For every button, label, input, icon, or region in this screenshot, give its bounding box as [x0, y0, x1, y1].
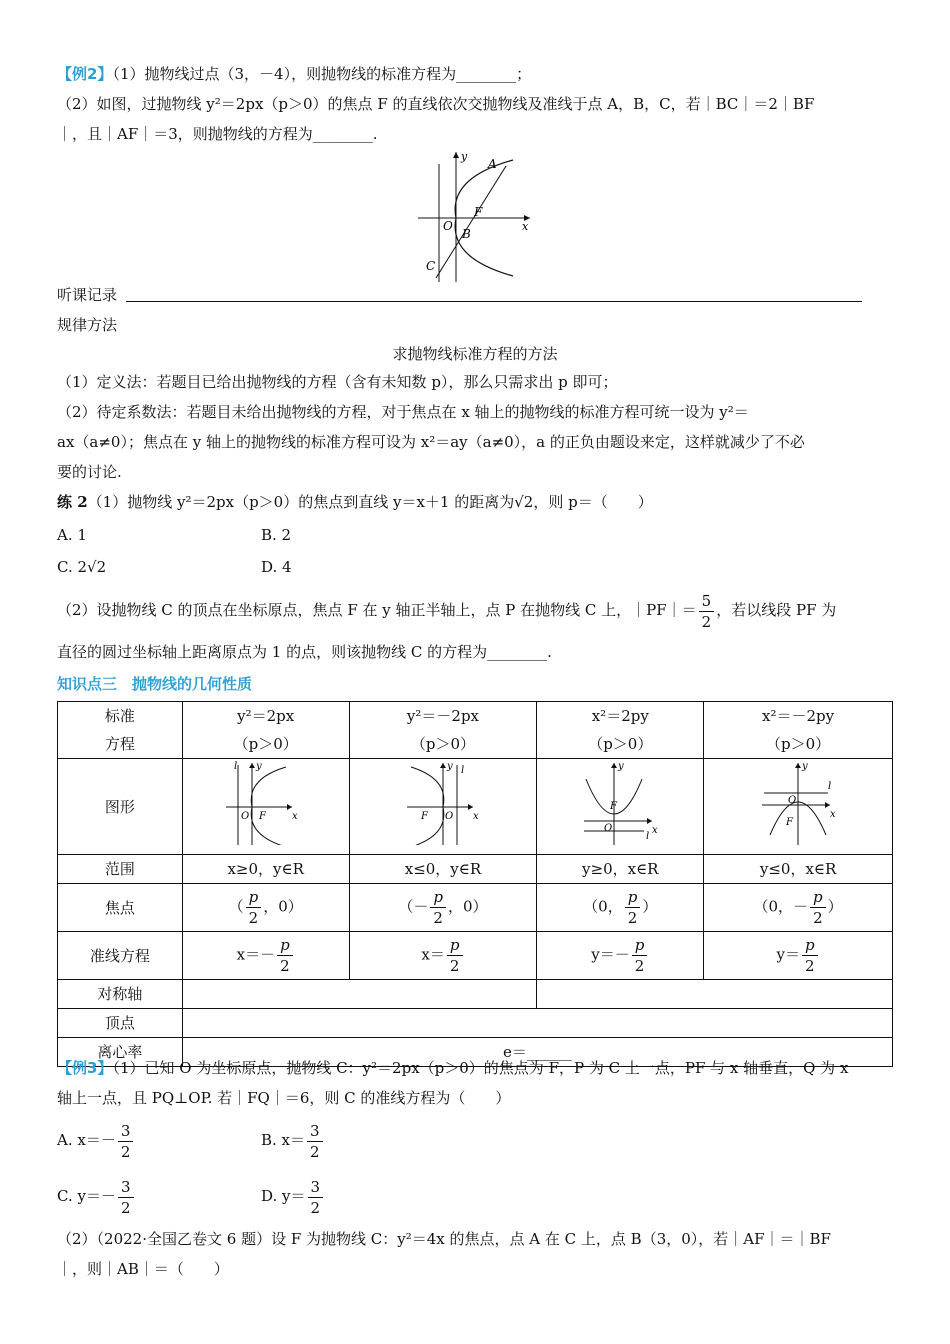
svg-text:y: y	[618, 761, 624, 772]
row-directrix	[58, 932, 893, 980]
ex2-q2-line1: （2）如图，过抛物线 y²＝2px（p＞0）的焦点 F 的直线依次交抛物线及准线于点 A，B，C，若｜BC｜＝2｜BF	[57, 95, 815, 113]
row-range	[58, 855, 893, 884]
svg-text:x: x	[652, 825, 658, 836]
graph-col3	[537, 759, 704, 855]
rules-line4: 要的讨论.	[57, 463, 122, 481]
graph-col2	[349, 759, 537, 855]
pr2-q1: （1）抛物线 y²＝2px（p＞0）的焦点到直线 y＝x＋1 的距离为√2，则 p＝（ ）	[87, 493, 653, 511]
rules-line1: （1）定义法：若题目已给出抛物线的方程（含有未知数 p），那么只需求出 p 即可；	[57, 373, 618, 391]
ex2-tag: 【例2】	[57, 65, 113, 83]
ex3-opt-a: A. x＝－ $\frac{3}{2}$	[57, 1118, 135, 1162]
ex3-q1a: （1）已知 O 为坐标原点，抛物线 C：y²＝2px（p＞0）的焦点为 F，P 为 C 上一点，PF 与 x 轴垂直，Q 为 x	[112, 1059, 849, 1077]
axis-right	[537, 980, 893, 1009]
svg-text:x: x	[472, 811, 479, 822]
svg-text:F: F	[420, 811, 428, 822]
frac-num: 5	[699, 591, 715, 612]
label-y: y	[461, 150, 468, 163]
pr2-q2-pre: （2）设抛物线 C 的顶点在坐标原点，焦点 F 在 y 轴正半轴上，点 P 在抛物线 C 上，｜PF｜＝	[57, 601, 697, 619]
ex3-line2: 轴上一点，且 PQ⊥OP. 若｜FQ｜＝6，则 C 的准线方程为（ ）	[57, 1089, 511, 1107]
label-equation: 标准 方程	[58, 702, 183, 759]
svg-text:l: l	[646, 831, 650, 842]
label-A: A	[488, 157, 497, 171]
range-col2: x≤0，y∈R	[349, 855, 537, 884]
svg-text:l: l	[460, 765, 465, 776]
dir-col3: y＝－ $\frac{p}{2}$	[537, 932, 704, 980]
pr2-opt-a: A. 1	[57, 526, 87, 544]
eq-col3: x²＝2py （p＞0）	[537, 702, 704, 759]
ex3-tag: 【例3】	[57, 1059, 113, 1077]
frac-den: 2	[701, 612, 712, 631]
row-equation	[58, 702, 893, 759]
ex2-q1: （1）抛物线过点（3，－4），则抛物线的标准方程为________；	[112, 65, 532, 83]
svg-text:x: x	[830, 809, 836, 820]
dir-col4: y＝ $\frac{p}{2}$	[704, 932, 893, 980]
ex3-q2-line2: ｜，则｜AB｜＝（ ）	[57, 1260, 229, 1278]
pr2-opt-c: C. 2√2	[57, 558, 107, 576]
svg-text:F: F	[786, 817, 794, 828]
rules-line2: （2）待定系数法：若题目未给出抛物线的方程，对于焦点在 x 轴上的抛物线的标准方程可统一设为 y²＝	[57, 403, 749, 421]
eq-col4: x²＝－2py （p＞0）	[704, 702, 893, 759]
ex3-opt-d: D. y＝ $\frac{3}{2}$	[261, 1174, 325, 1218]
graph-col1	[182, 759, 349, 855]
label-B: B	[462, 227, 471, 241]
graph-col4	[704, 759, 893, 855]
focus-col2: （－ $\frac{p}{2}$ ，0）	[349, 884, 537, 932]
focus-col1: （ $\frac{p}{2}$ ，0）	[182, 884, 349, 932]
eccentricity-cell: e＝______	[182, 1038, 892, 1067]
rules-heading: 规律方法	[57, 316, 118, 334]
graph-left-open	[403, 759, 483, 845]
range-col4: y≤0，x∈R	[704, 855, 893, 884]
label-C: C	[426, 259, 436, 273]
graph-up-open	[580, 759, 660, 845]
ex3-opt-b: B. x＝ $\frac{3}{2}$	[261, 1118, 325, 1162]
rules-title: 求抛物线标准方程的方法	[392, 345, 558, 363]
pr2-opt-b: B. 2	[261, 526, 292, 544]
ex2-line1	[57, 64, 531, 84]
label-focus: 焦点	[58, 884, 183, 932]
label-F: F	[474, 205, 483, 219]
pr2-opt-d: D. 4	[261, 558, 292, 576]
svg-text:y: y	[255, 761, 262, 772]
svg-text:O: O	[444, 811, 454, 822]
eq-col2: y²＝－2px （p＞0）	[349, 702, 537, 759]
ex3-line1	[57, 1058, 848, 1078]
pr2-q2-frac	[699, 591, 715, 632]
vertex-cell	[182, 1009, 892, 1038]
svg-text:l: l	[233, 761, 237, 772]
focus-col3: （0， $\frac{p}{2}$ ）	[537, 884, 704, 932]
label-eccentricity: 离心率	[58, 1038, 183, 1067]
svg-text:F: F	[258, 811, 266, 822]
properties-table	[57, 701, 893, 1067]
range-col3: y≥0，x∈R	[537, 855, 704, 884]
graph-right-open	[226, 759, 306, 845]
notes-line	[126, 301, 862, 302]
dir-col1: x＝－ $\frac{p}{2}$	[182, 932, 349, 980]
ex2-q2-line2: ｜，且｜AF｜＝3，则抛物线的方程为________.	[57, 125, 378, 143]
label-O: O	[443, 219, 453, 233]
row-focus	[58, 884, 893, 932]
graph-down-open	[758, 759, 838, 845]
pr2-line1	[57, 492, 653, 512]
dir-col2: x＝ $\frac{p}{2}$	[349, 932, 537, 980]
pr2-q2-post: ，若以线段 PF 为	[716, 601, 837, 619]
row-axis	[58, 980, 893, 1009]
kp3-title: 知识点三 抛物线的几何性质	[57, 675, 253, 693]
label-x: x	[522, 220, 529, 233]
row-graph	[58, 759, 893, 855]
label-graph: 图形	[58, 759, 183, 855]
notes-label: 听课记录	[57, 286, 118, 304]
label-axis: 对称轴	[58, 980, 183, 1009]
pr2-tag: 练 2	[57, 493, 88, 511]
svg-text:x: x	[291, 811, 298, 822]
eq-col1: y²＝2px （p＞0）	[182, 702, 349, 759]
svg-text:O: O	[788, 795, 797, 806]
label-vertex: 顶点	[58, 1009, 183, 1038]
ex3-q2-line1: （2）（2022·全国乙卷文 6 题）设 F 为抛物线 C：y²＝4x 的焦点，点 A 在 C 上，点 B（3，0），若｜AF｜＝｜BF	[57, 1230, 831, 1248]
svg-text:F: F	[610, 801, 618, 812]
y-arrow-icon	[453, 152, 459, 158]
svg-text:O: O	[604, 823, 613, 834]
svg-text:l: l	[828, 781, 832, 792]
pr2-q2-line2: 直径的圆过坐标轴上距离原点为 1 的点，则该抛物线 C 的方程为________.	[57, 643, 552, 661]
focus-col4: （0，－ $\frac{p}{2}$ ）	[704, 884, 893, 932]
rules-line3: ax（a≠0）；焦点在 y 轴上的抛物线的标准方程可设为 x²＝ay（a≠0），a 的正负由题设来定，这样就减少了不必	[57, 433, 805, 451]
pr2-q2-line1	[57, 588, 836, 632]
row-vertex	[58, 1009, 893, 1038]
ex2-figure	[418, 148, 538, 284]
label-range: 范围	[58, 855, 183, 884]
ex3-opt-c: C. y＝－ $\frac{3}{2}$	[57, 1174, 136, 1218]
svg-text:y: y	[446, 761, 453, 772]
axis-left	[182, 980, 537, 1009]
svg-text:O: O	[240, 811, 249, 822]
range-col1: x≥0，y∈R	[182, 855, 349, 884]
label-directrix: 准线方程	[58, 932, 183, 980]
svg-text:y: y	[802, 761, 808, 772]
